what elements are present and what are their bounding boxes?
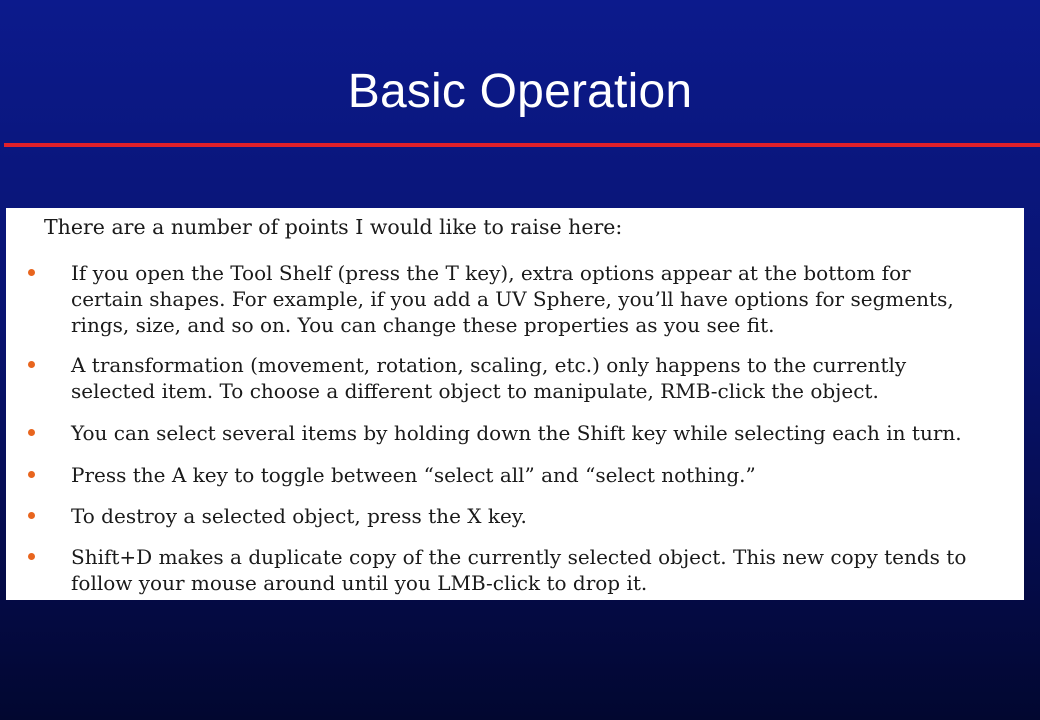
slide-title: Basic Operation: [347, 65, 693, 118]
list-item-line: Shift+D makes a duplicate copy of the currently selected object. This new copy tends to: [71, 545, 967, 569]
bullet-icon: [28, 429, 35, 436]
title-divider: [4, 143, 1040, 147]
list-item-text: [71, 420, 1021, 446]
bullet-icon: [28, 553, 35, 560]
bullet-icon: [28, 512, 35, 519]
list-item-line: A transformation (movement, rotation, scaling, etc.) only happens to the currently: [71, 353, 907, 377]
list-item-text: [71, 352, 1021, 404]
list-item-line: rings, size, and so on. You can change these properties as you see fit.: [71, 313, 775, 337]
list-item-line: certain shapes. For example, if you add a UV Sphere, you’ll have options for segments,: [71, 287, 954, 311]
list-item-text: [71, 544, 1021, 596]
bullet-icon: [28, 471, 35, 478]
list-item-line: If you open the Tool Shelf (press the T key), extra options appear at the bottom for: [71, 261, 911, 285]
list-item-line: You can select several items by holding down the Shift key while selecting each in turn.: [71, 421, 962, 445]
list-item-text: [71, 260, 1021, 338]
excerpt-intro: There are a number of points I would like to raise here:: [44, 215, 623, 239]
list-item-text: [71, 503, 1021, 529]
list-item-line: Press the A key to toggle between “select all” and “select nothing.”: [71, 463, 756, 487]
book-excerpt-image: [6, 208, 1024, 600]
list-item-line: selected item. To choose a different object to manipulate, RMB-click the object.: [71, 379, 879, 403]
bullet-icon: [28, 361, 35, 368]
list-item-text: [71, 462, 1021, 488]
list-item-line: follow your mouse around until you LMB-click to drop it.: [71, 571, 648, 595]
bullet-icon: [28, 269, 35, 276]
list-item-line: To destroy a selected object, press the X key.: [71, 504, 527, 528]
